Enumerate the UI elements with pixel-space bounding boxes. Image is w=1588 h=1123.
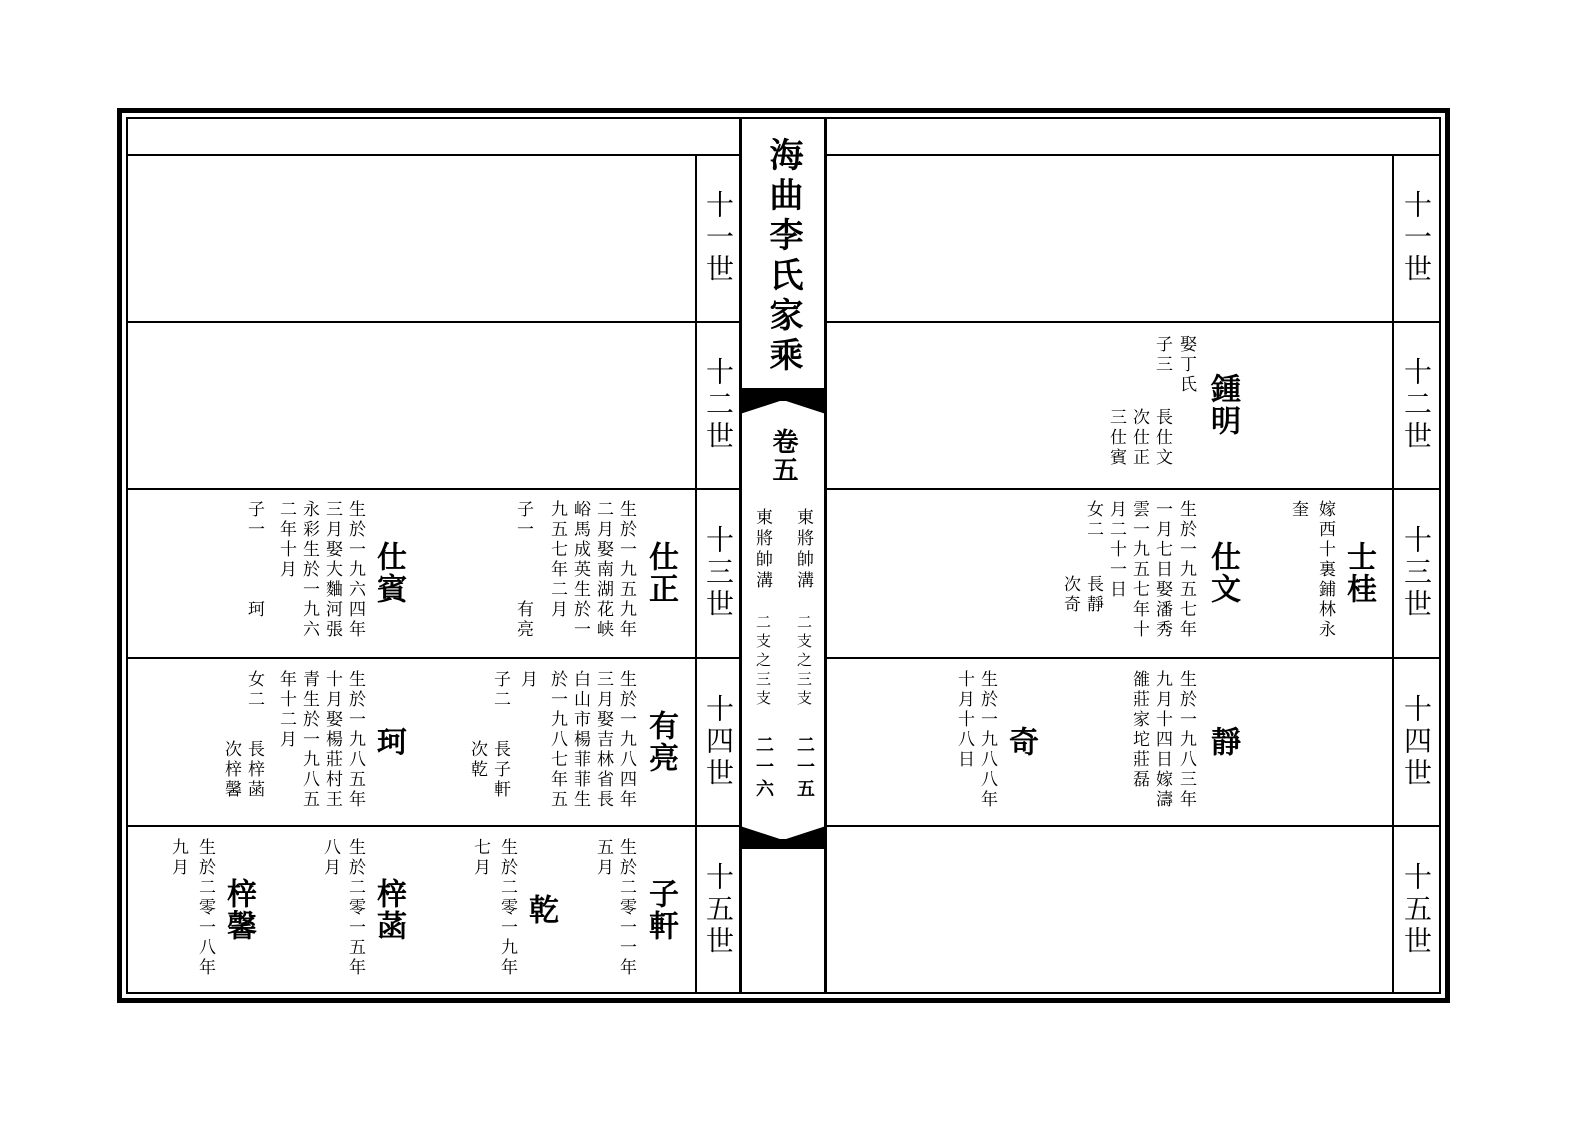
ke-child: 次梓馨 xyxy=(221,740,241,800)
zihan-name: 梓菡 xyxy=(371,878,406,942)
lower-fishtail-right xyxy=(783,826,826,840)
ke-note: 生於一九八五年 xyxy=(345,670,365,810)
left-page-place: 東將帥溝 xyxy=(752,508,772,592)
youliang-child: 長子軒 xyxy=(490,740,510,800)
shiwen-child: 次奇 xyxy=(1060,575,1080,615)
jing-name: 靜 xyxy=(1205,726,1240,758)
shiwen-name: 仕文 xyxy=(1205,541,1240,605)
generation-label: 十三世 xyxy=(702,525,735,621)
zixuan-name: 子軒 xyxy=(643,878,678,942)
shiwen-note: 月二十一日 xyxy=(1106,500,1126,600)
right-page-number: 二一五 xyxy=(794,735,815,801)
generation-label: 十四世 xyxy=(1400,694,1433,790)
right-page-branch: 二支之三支 xyxy=(795,614,813,709)
shigui-name: 士桂 xyxy=(1341,541,1376,605)
shiwen-child: 長靜 xyxy=(1083,575,1103,615)
zixin-note: 生於二零一八年 xyxy=(195,838,215,978)
zhongming-name: 鍾明 xyxy=(1205,373,1240,437)
left-generation-column-rule xyxy=(695,155,697,994)
ke-note: 青生於一九八五 xyxy=(299,670,319,810)
right-row-rule xyxy=(826,825,1441,827)
right-page-place: 東將帥溝 xyxy=(793,508,813,592)
shizheng-child: 有亮 xyxy=(513,600,533,640)
shizheng-name: 仕正 xyxy=(643,541,678,605)
ke-note: 十月娶楊莊村王 xyxy=(322,670,342,810)
generation-label: 十五世 xyxy=(702,862,735,958)
left-row-rule xyxy=(126,657,740,659)
left-row-rule xyxy=(126,321,740,323)
zixin-name: 梓馨 xyxy=(221,878,256,942)
zhongming-child: 長仕文 xyxy=(1152,408,1172,468)
lower-fishtail-left xyxy=(740,826,783,840)
shigui-note: 奎 xyxy=(1288,500,1308,520)
left-row-rule xyxy=(126,488,740,490)
ke-child: 長梓菡 xyxy=(244,740,264,800)
qian-name: 乾 xyxy=(523,894,558,926)
youliang-note: 子二 xyxy=(490,670,510,710)
upper-fishtail-band xyxy=(740,388,826,401)
zihan-note: 八月 xyxy=(320,838,340,878)
generation-label: 十一世 xyxy=(702,190,735,286)
right-row-rule xyxy=(826,488,1441,490)
qian-note: 七月 xyxy=(470,838,490,878)
qi-note: 十月十八日 xyxy=(954,670,974,770)
right-generation-column-rule xyxy=(1392,155,1394,994)
shigui-note: 嫁西十裏鋪林永 xyxy=(1315,500,1335,640)
qi-name: 奇 xyxy=(1003,726,1038,758)
ke-name: 珂 xyxy=(371,726,406,758)
youliang-child: 次乾 xyxy=(467,740,487,780)
zixin-note: 九月 xyxy=(168,838,188,878)
zixuan-note: 生於二零一一年 xyxy=(616,838,636,978)
shibin-name: 仕賓 xyxy=(371,541,406,605)
generation-label: 十二世 xyxy=(1400,357,1433,453)
generation-label: 十二世 xyxy=(702,357,735,453)
qi-note: 生於一九八八年 xyxy=(977,670,997,810)
generation-label: 十四世 xyxy=(702,694,735,790)
shiwen-note: 雲一九五七年十 xyxy=(1129,500,1149,640)
shiwen-note: 生於一九五七年 xyxy=(1176,500,1196,640)
youliang-note: 月 xyxy=(517,670,537,690)
generation-label: 十一世 xyxy=(1400,190,1433,286)
lower-fishtail-band xyxy=(740,839,826,849)
zihan-note: 生於二零一五年 xyxy=(345,838,365,978)
jing-note: 生於一九八三年 xyxy=(1176,670,1196,810)
upper-fishtail-left xyxy=(740,400,783,414)
qian-note: 生於二零一九年 xyxy=(497,838,517,978)
youliang-note: 生於一九八四年 xyxy=(616,670,636,810)
shizheng-note: 二月娶南湖花峡 xyxy=(593,500,613,640)
shibin-note: 生於一九六四年 xyxy=(345,500,365,640)
shiwen-note: 女二 xyxy=(1083,500,1103,540)
jing-note: 雒莊家坨莊磊 xyxy=(1129,670,1149,790)
generation-label: 十五世 xyxy=(1400,862,1433,958)
left-header-rule xyxy=(126,154,740,156)
shizheng-note: 生於一九五九年 xyxy=(616,500,636,640)
zhongming-note: 子三 xyxy=(1152,335,1172,375)
shibin-note: 三月娶大麯河張 xyxy=(322,500,342,640)
shiwen-note: 一月七日娶潘秀 xyxy=(1152,500,1172,640)
right-header-rule xyxy=(826,154,1441,156)
youliang-note: 於一九八七年五 xyxy=(547,670,567,810)
zhongming-child: 次仕正 xyxy=(1129,408,1149,468)
shibin-note: 二年十月 xyxy=(276,500,296,580)
ke-note: 年十二月 xyxy=(276,670,296,750)
shibin-child: 珂 xyxy=(244,600,264,620)
generation-label: 十三世 xyxy=(1400,525,1433,621)
left-page-number: 二一六 xyxy=(753,735,774,801)
youliang-note: 三月娶吉林省長 xyxy=(593,670,613,810)
jing-note: 九月十四日嫁濤 xyxy=(1152,670,1172,810)
shizheng-note: 峪馬成英生於一 xyxy=(570,500,590,640)
shibin-note: 永彩生於一九六 xyxy=(299,500,319,640)
zhongming-note: 娶丁氏 xyxy=(1176,335,1196,395)
shibin-note: 子一 xyxy=(244,500,264,540)
zixuan-note: 五月 xyxy=(593,838,613,878)
right-row-rule xyxy=(826,321,1441,323)
shizheng-note: 九五七年二月 xyxy=(547,500,567,620)
youliang-name: 有亮 xyxy=(643,710,678,774)
book-title: 海曲李氏家乘 xyxy=(763,137,803,377)
shizheng-note: 子一 xyxy=(513,500,533,540)
ke-note: 女二 xyxy=(244,670,264,710)
volume-label: 卷五 xyxy=(768,428,798,484)
youliang-note: 白山市楊菲菲生 xyxy=(570,670,590,810)
right-row-rule xyxy=(826,657,1441,659)
zhongming-child: 三仕賓 xyxy=(1106,408,1126,468)
left-row-rule xyxy=(126,825,740,827)
upper-fishtail-right xyxy=(783,400,826,414)
left-page-branch: 二支之三支 xyxy=(754,614,772,709)
